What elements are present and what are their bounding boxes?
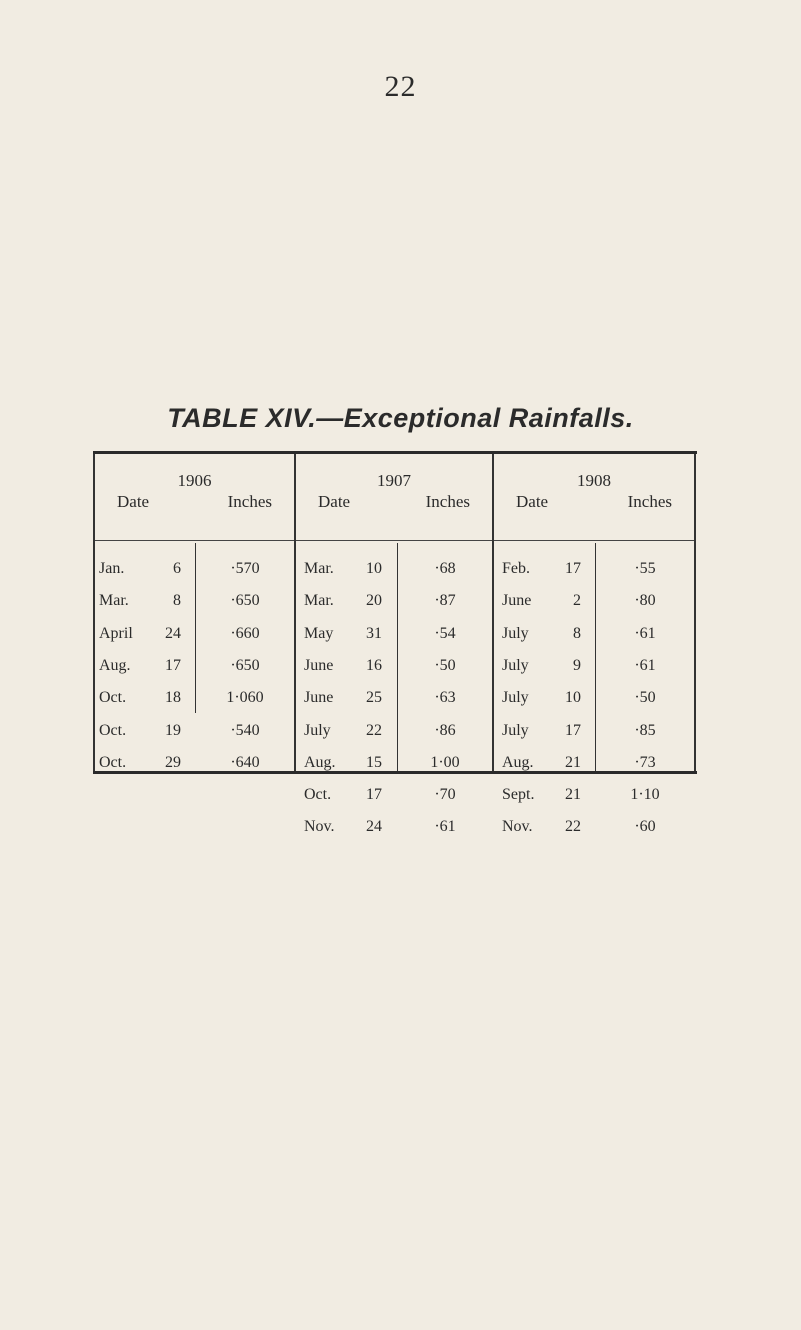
date-column-header: Date bbox=[516, 492, 549, 511]
date-month: Jan. bbox=[99, 560, 125, 577]
date-month: Aug. bbox=[304, 753, 336, 771]
rainfall-inches: 1·00 bbox=[430, 753, 460, 771]
rainfall-inches: ·660 bbox=[230, 624, 260, 642]
inner-divider-1908 bbox=[595, 543, 596, 771]
rainfall-inches: ·63 bbox=[434, 689, 456, 707]
date-day: 20 bbox=[366, 592, 382, 610]
inner-divider-1907 bbox=[397, 543, 398, 771]
rainfall-inches: ·650 bbox=[230, 656, 260, 674]
rainfall-inches: ·87 bbox=[434, 592, 456, 610]
year-label: 1908 bbox=[577, 471, 611, 490]
inches-column-header: Inches bbox=[227, 492, 272, 511]
rainfall-table bbox=[93, 451, 697, 836]
rainfall-inches: ·60 bbox=[634, 818, 656, 836]
header-1906 bbox=[95, 471, 294, 531]
table-bottom-rule bbox=[93, 771, 697, 774]
date-day: 17 bbox=[565, 721, 581, 739]
date-column-header: Date bbox=[117, 492, 150, 511]
date-column-header: Date bbox=[318, 492, 351, 511]
rainfall-inches: ·50 bbox=[634, 689, 656, 707]
header-rule-1906 bbox=[95, 540, 294, 541]
date-month: Sept. bbox=[502, 786, 535, 804]
rainfall-inches: ·54 bbox=[434, 624, 456, 642]
page-number: 22 bbox=[384, 70, 417, 103]
date-month: Oct. bbox=[99, 753, 127, 771]
rainfall-inches: ·55 bbox=[634, 560, 656, 577]
date-month: Aug. bbox=[99, 656, 131, 674]
rainfall-inches: ·70 bbox=[434, 786, 456, 804]
date-month: Feb. bbox=[502, 560, 530, 577]
rainfall-inches: ·540 bbox=[230, 721, 260, 739]
date-day: 22 bbox=[366, 721, 382, 739]
rainfall-inches: ·640 bbox=[230, 753, 260, 771]
date-month: July bbox=[502, 721, 529, 739]
inner-divider-1906 bbox=[195, 543, 196, 713]
date-month: July bbox=[502, 656, 529, 674]
inches-column-header: Inches bbox=[425, 492, 470, 511]
date-month: July bbox=[502, 624, 529, 642]
date-day: 17 bbox=[565, 560, 581, 577]
table-top-rule bbox=[93, 451, 697, 454]
date-day: 25 bbox=[366, 689, 382, 707]
date-day: 22 bbox=[565, 818, 581, 836]
date-day: 9 bbox=[573, 656, 581, 674]
rainfall-inches: ·61 bbox=[434, 818, 456, 836]
date-month: Oct. bbox=[99, 721, 127, 739]
rainfall-inches: ·50 bbox=[434, 656, 456, 674]
date-month: July bbox=[502, 689, 529, 707]
rainfall-inches: ·61 bbox=[634, 624, 656, 642]
inches-column-header: Inches bbox=[627, 492, 672, 511]
header-1907 bbox=[296, 471, 492, 531]
date-month: July bbox=[304, 721, 331, 739]
rainfall-inches: ·73 bbox=[634, 753, 656, 771]
date-month: Mar. bbox=[304, 592, 334, 610]
table-title: TABLE XIV.—Exceptional Rainfalls. bbox=[167, 403, 634, 433]
date-day: 29 bbox=[165, 753, 181, 771]
date-day: 10 bbox=[366, 560, 382, 577]
date-day: 19 bbox=[165, 721, 181, 739]
rainfall-inches: ·570 bbox=[230, 560, 260, 577]
date-day: 16 bbox=[366, 656, 382, 674]
date-day: 18 bbox=[165, 689, 181, 707]
rainfall-inches: ·80 bbox=[634, 592, 656, 610]
rainfall-inches: ·650 bbox=[230, 592, 260, 610]
date-month: Oct. bbox=[304, 786, 332, 804]
date-day: 17 bbox=[165, 656, 181, 674]
date-month: April bbox=[99, 624, 133, 642]
date-month: Nov. bbox=[304, 818, 335, 836]
header-rule-1908 bbox=[494, 540, 694, 541]
date-month: Aug. bbox=[502, 753, 534, 771]
table-right-border bbox=[694, 454, 696, 771]
date-day: 21 bbox=[565, 753, 581, 771]
rainfall-inches: ·61 bbox=[634, 656, 656, 674]
year-label: 1907 bbox=[377, 471, 411, 490]
date-month: June bbox=[502, 592, 532, 610]
header-rule-1907 bbox=[296, 540, 492, 541]
header-1908 bbox=[494, 471, 694, 531]
date-month: June bbox=[304, 689, 334, 707]
date-month: Mar. bbox=[304, 560, 334, 577]
date-month: Oct. bbox=[99, 689, 127, 707]
date-day: 2 bbox=[573, 592, 581, 610]
date-day: 24 bbox=[366, 818, 382, 836]
date-day: 6 bbox=[173, 560, 181, 577]
date-month: Mar. bbox=[99, 592, 129, 610]
date-day: 17 bbox=[366, 786, 382, 804]
date-day: 10 bbox=[565, 689, 581, 707]
rainfall-inches: ·68 bbox=[434, 560, 456, 577]
date-day: 15 bbox=[366, 753, 382, 771]
date-day: 8 bbox=[173, 592, 181, 610]
rainfall-inches: 1·060 bbox=[226, 689, 264, 707]
date-day: 8 bbox=[573, 624, 581, 642]
rainfall-inches: 1·10 bbox=[630, 786, 660, 804]
date-day: 21 bbox=[565, 786, 581, 804]
date-day: 24 bbox=[165, 624, 181, 642]
rainfall-inches: ·86 bbox=[434, 721, 456, 739]
year-label: 1906 bbox=[177, 471, 212, 490]
date-month: Nov. bbox=[502, 818, 533, 836]
date-day: 31 bbox=[366, 624, 382, 642]
date-month: June bbox=[304, 656, 334, 674]
date-month: May bbox=[304, 624, 334, 642]
rainfall-inches: ·85 bbox=[634, 721, 656, 739]
